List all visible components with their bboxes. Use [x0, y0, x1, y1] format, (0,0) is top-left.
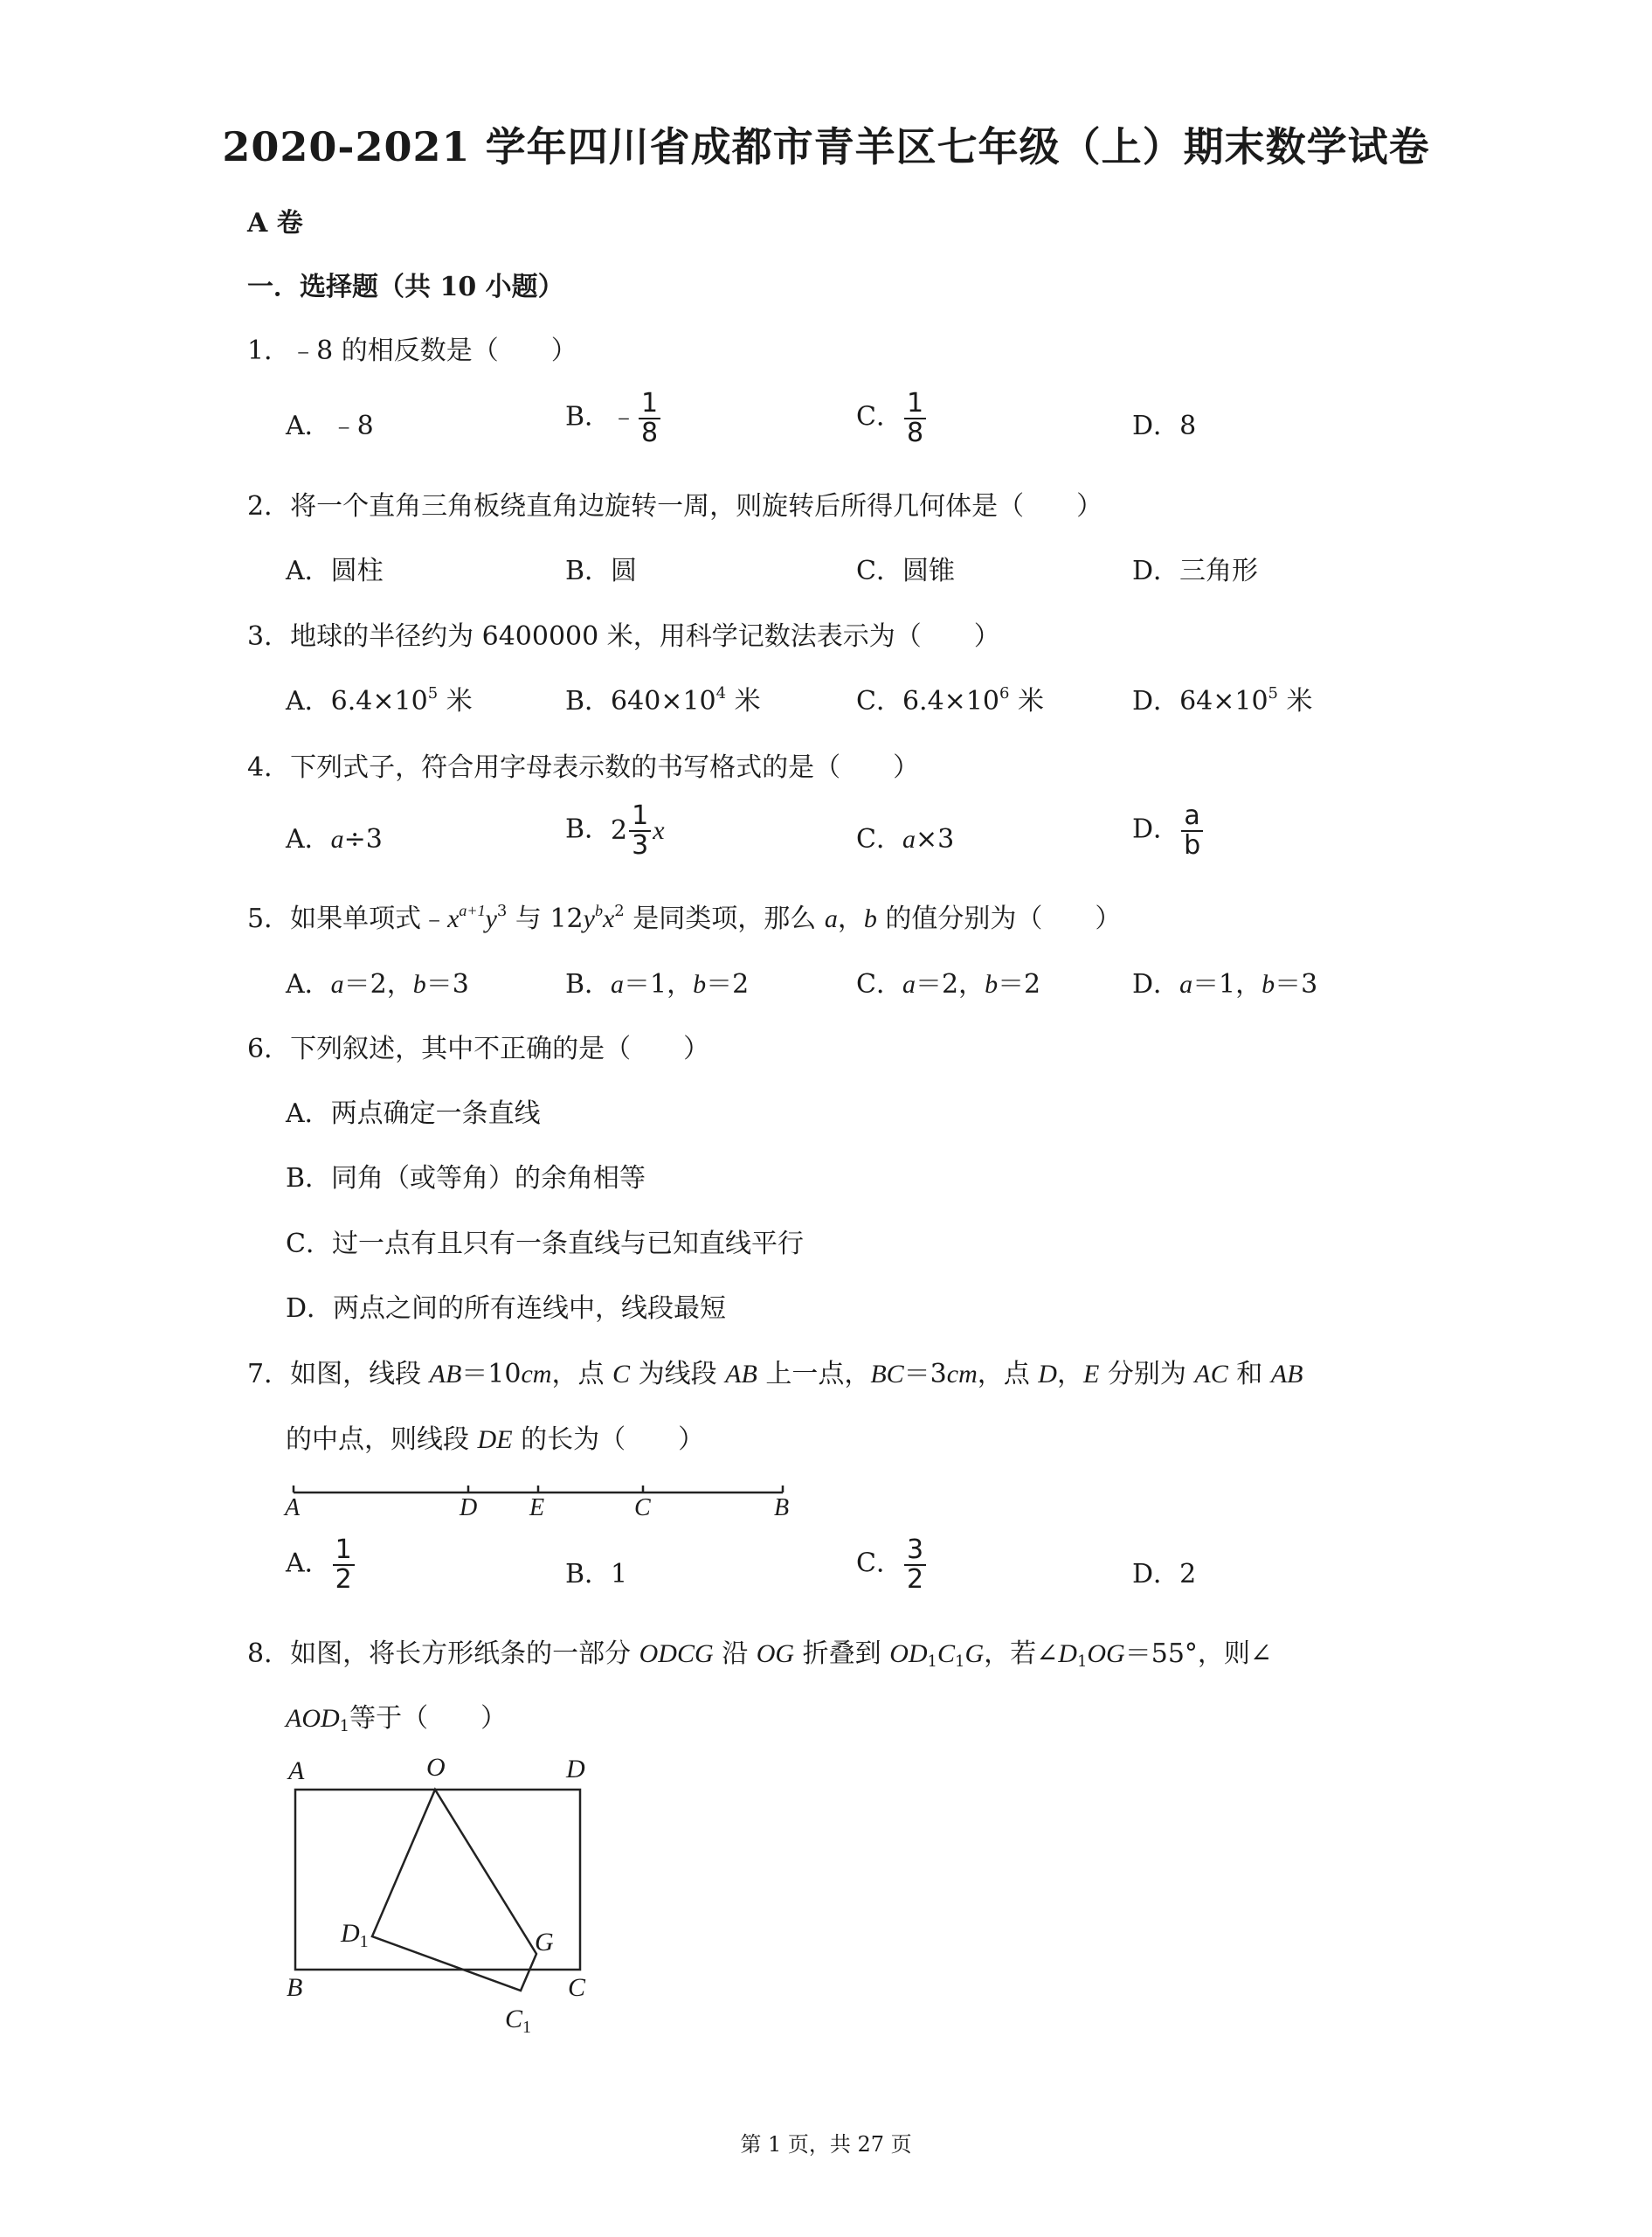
q5-option-a: A．a＝2，b＝3 [286, 969, 469, 1000]
point-label-b: B [774, 1494, 790, 1519]
question-8-stem-line2: $AOD_1$等于（ ） [286, 1703, 508, 1736]
q7-option-d: D．2 [1132, 1559, 1197, 1589]
q7-segment-figure [280, 1466, 804, 1519]
q4-option-c: C．a×3 [856, 824, 955, 855]
point-label-d: D [460, 1494, 478, 1519]
point-label-a: A [285, 1494, 301, 1519]
q3-option-d: D．$64\times 10^5$ 米 [1132, 684, 1313, 717]
folded-quadrilateral [372, 1790, 536, 1991]
question-8-stem-line1: 8．如图，将长方形纸条的一部分 ODCG 沿 OG 折叠到 $OD_1C_1G$，若$\angle D_1OG=55^\circ$，则∠ [247, 1638, 1273, 1672]
q5-option-d: D．a＝1，b＝3 [1132, 969, 1318, 1000]
vertex-label-a: A [288, 1756, 305, 1785]
vertex-label-c: C [568, 1973, 586, 2002]
q2-option-d: D．三角形 [1132, 556, 1259, 586]
q7-a-fraction: $\frac{1}{2}$ [333, 1536, 355, 1593]
q1-c-fraction: $\frac{1}{8}$ [904, 390, 926, 447]
q3-option-c: C．$6.4\times 10^6$ 米 [856, 684, 1044, 717]
point-label-e: E [529, 1494, 545, 1519]
vertex-label-b: B [287, 1973, 303, 2002]
q4-option-d: D． $\frac{a}{b}$ [1132, 802, 1205, 859]
q5-option-b: B．a＝1，b＝2 [565, 969, 750, 1000]
q7-option-c: C． $\frac{3}{2}$ [856, 1536, 928, 1593]
q6-option-d: D．两点之间的所有连线中，线段最短 [286, 1293, 727, 1324]
question-4-stem: 4．下列式子，符合用字母表示数的书写格式的是（ ） [247, 752, 920, 783]
vertex-label-d1: $D_1$ [341, 1919, 369, 1951]
q4-option-a: A．a÷3 [286, 824, 383, 855]
question-3-stem: 3．地球的半径约为 6400000 米，用科学记数法表示为（ ） [247, 621, 1000, 652]
page-title: 2020-2021 学年四川省成都市青羊区七年级（上）期末数学试卷 [222, 123, 1430, 170]
question-1-stem: 1．﹣8 的相反数是（ ） [247, 336, 577, 366]
q2-option-a: A．圆柱 [286, 556, 384, 586]
q1-option-c: C． $\frac{1}{8}$ [856, 390, 928, 447]
q2-option-b: B．圆 [565, 556, 638, 586]
q6-option-b: B．同角（或等角）的余角相等 [286, 1163, 646, 1194]
q7-option-b: B．1 [565, 1559, 628, 1589]
q8-rectangle-fold-figure [271, 1748, 638, 2045]
q1-option-a: A．﹣8 [286, 411, 374, 441]
q2-option-c: C．圆锥 [856, 556, 955, 586]
q1-b-fraction: $\frac{1}{8}$ [639, 390, 660, 447]
q1-option-d: D．8 [1132, 411, 1197, 441]
q7-option-a: A． $\frac{1}{2}$ [286, 1536, 356, 1593]
q4-d-fraction: $\frac{a}{b}$ [1181, 802, 1203, 859]
q6-option-c: C．过一点有且只有一条直线与已知直线平行 [286, 1229, 804, 1259]
q7-c-fraction: $\frac{3}{2}$ [904, 1536, 926, 1593]
q4-b-fraction: $\frac{1}{3}$ [629, 802, 651, 859]
vertex-label-c1: $C_1$ [505, 2005, 532, 2037]
part-one-heading: 一．选择题（共 10 小题） [247, 272, 564, 302]
question-5-stem: 5．如果单项式$﹣x^{a+1}y^3$ 与 $12y^bx^2$ 是同类项，那么 a，b 的值分别为（ ） [247, 902, 1122, 934]
question-2-stem: 2．将一个直角三角板绕直角边旋转一周，则旋转后所得几何体是（ ） [247, 491, 1103, 522]
vertex-label-d: D [566, 1755, 585, 1783]
section-a-heading: A 卷 [247, 208, 303, 239]
q6-option-a: A．两点确定一条直线 [286, 1098, 541, 1129]
q3-option-a: A．$6.4\times 10^5$ 米 [286, 684, 473, 717]
q1-option-b: B．﹣ $\frac{1}{8}$ [565, 390, 662, 447]
point-label-c: C [634, 1494, 651, 1519]
question-6-stem: 6．下列叙述，其中不正确的是（ ） [247, 1034, 710, 1064]
vertex-label-g: G [535, 1928, 554, 1957]
q5-option-c: C．a＝2，b＝2 [856, 969, 1041, 1000]
q4-option-b: B． 2 $\frac{1}{3}$ x [565, 800, 665, 861]
question-7-stem-line2: 的中点，则线段 DE 的长为（ ） [286, 1424, 705, 1455]
question-7-stem-line1: 7．如图，线段 AB＝10cm，点 C 为线段 AB 上一点，BC＝3cm，点 D，E 分别为 AC 和 AB [247, 1359, 1303, 1389]
page-footer: 第 1 页，共 27 页 [740, 2132, 912, 2157]
q3-option-b: B．$640\times 10^4$ 米 [565, 684, 761, 717]
vertex-label-o: O [426, 1753, 446, 1782]
